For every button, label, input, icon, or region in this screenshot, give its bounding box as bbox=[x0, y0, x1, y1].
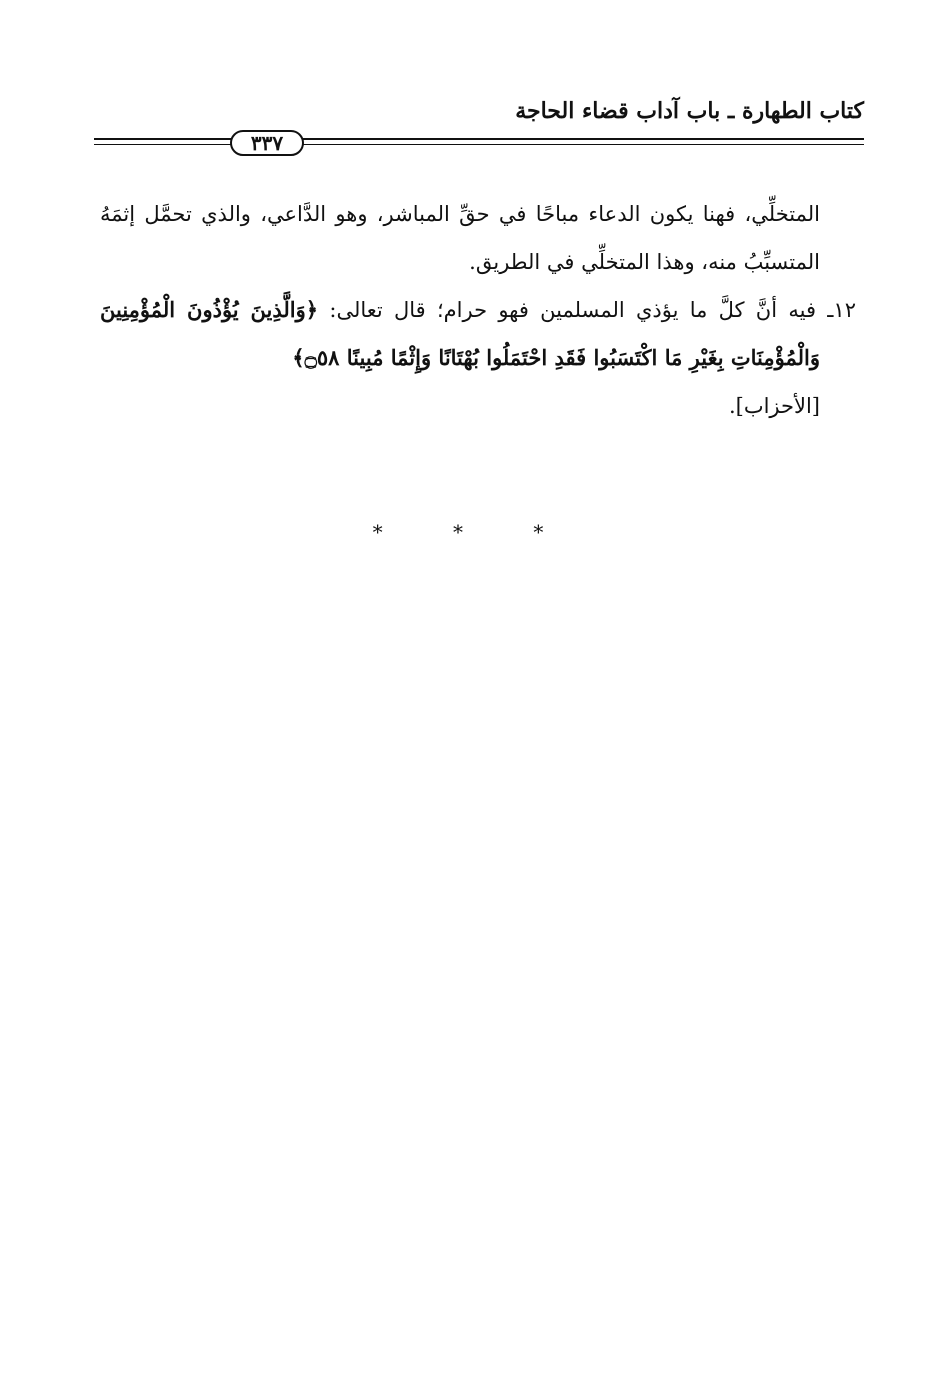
main-text bbox=[100, 190, 856, 430]
paragraph-continuation: المتخلِّي، فهنا يكون الدعاء مباحًا في حقِّ المباشر، وهو الدَّاعي، والذي تحمَّل إثمَهُ المتسبِّبُ منه، وهذا المتخلِّي في الطريق. bbox=[100, 202, 820, 274]
section-separator: * * * bbox=[372, 520, 576, 544]
verse-citation: [الأحزاب]. bbox=[728, 394, 820, 418]
paragraph-12 bbox=[100, 286, 856, 382]
running-header-title: كتاب الطهارة ـ باب آداب قضاء الحاجة bbox=[515, 98, 864, 124]
quran-verse: ﴿وَالَّذِينَ يُؤْذُونَ الْمُؤْمِنِينَ وَالْمُؤْمِنَاتِ بِغَيْرِ مَا اكْتَسَبُوا فَقَدِ احْتَمَلُوا بُهْتَانًا وَإِثْمًا مُبِينًا ۝٥٨﴾ bbox=[100, 297, 820, 370]
header-rule-left-thick bbox=[94, 138, 234, 140]
header-rule bbox=[94, 130, 864, 158]
header-rule-right-thin bbox=[300, 144, 864, 145]
page-number: ٣٣٧ bbox=[230, 130, 304, 156]
paragraph-number: ١٢ـ bbox=[827, 298, 856, 322]
paragraph-12-text: فيه أنَّ كلَّ ما يؤذي المسلمين فهو حرام؛ قال تعالى: bbox=[329, 298, 816, 322]
header-rule-left-thin bbox=[94, 144, 234, 145]
header-rule-right-thick bbox=[300, 138, 864, 140]
